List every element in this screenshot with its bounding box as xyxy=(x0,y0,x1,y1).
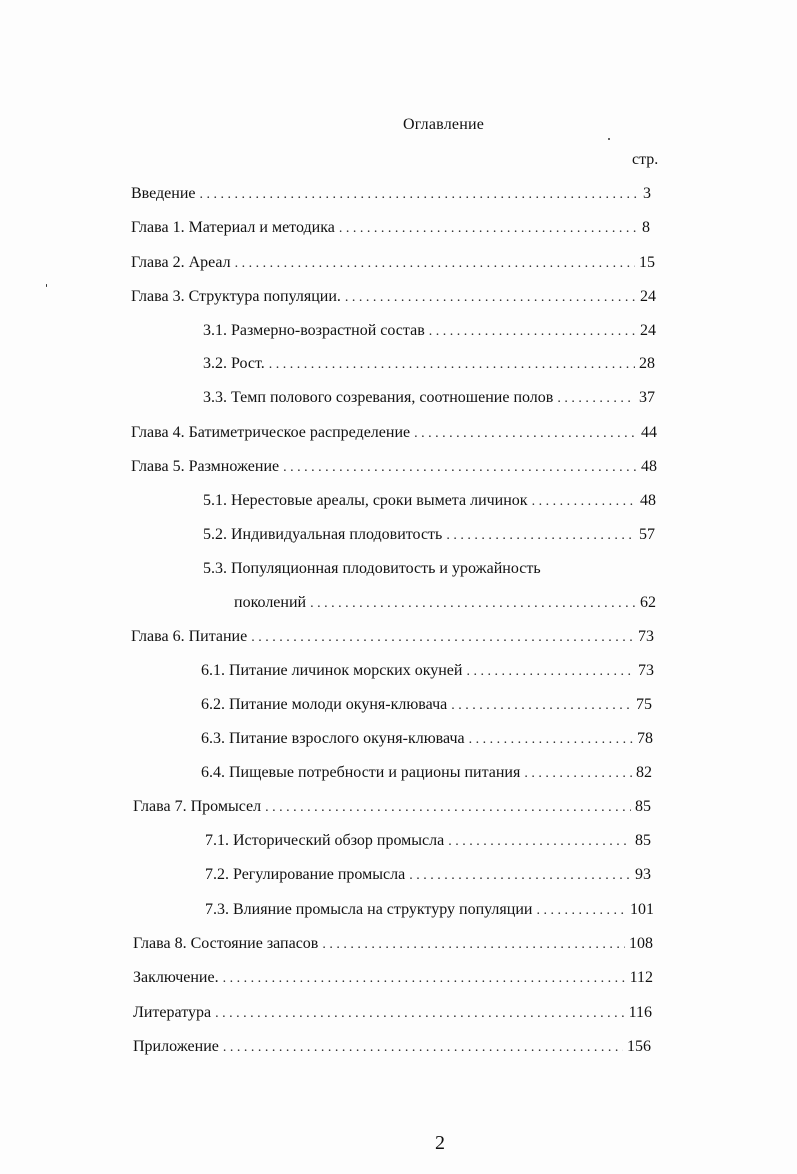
toc-entry-text: Глава 3. Структура популяции. xyxy=(131,288,341,305)
toc-entry-text: 5.2. Индивидуальная плодовитость xyxy=(203,526,443,543)
toc-entry-page: 82 xyxy=(636,764,652,781)
dot-leader xyxy=(215,1002,625,1026)
toc-entry-section-7-3 xyxy=(205,898,654,922)
toc-entry-section-5-3 xyxy=(203,557,655,581)
toc-entry-text: 6.2. Питание молоди окуня-клювача xyxy=(201,696,448,713)
toc-entry-text: 5.1. Нерестовые ареалы, сроки вымета личинок xyxy=(203,492,528,509)
toc-entry-section-6-4 xyxy=(201,761,652,785)
toc-entry-chapter-8 xyxy=(133,932,653,956)
toc-entry-text: Глава 1. Материал и методика xyxy=(131,219,335,236)
toc-entry-page: 24 xyxy=(640,322,656,339)
dot-leader xyxy=(339,217,638,241)
dot-leader xyxy=(322,933,625,957)
toc-entry-chapter-7 xyxy=(133,795,651,819)
toc-entry-page: 24 xyxy=(640,288,656,305)
toc-entry-text: 7.1. Исторический обзор промысла xyxy=(205,832,445,849)
toc-entry-page: 28 xyxy=(639,355,655,372)
toc-entry-text: Глава 2. Ареал xyxy=(131,254,231,271)
dot-leader xyxy=(223,1036,623,1060)
toc-entry-section-7-2 xyxy=(205,863,651,887)
toc-title: Оглавление xyxy=(402,116,485,133)
toc-entry-page: 8 xyxy=(642,219,650,236)
dot-leader xyxy=(345,286,636,310)
pages-column-label: стр. xyxy=(632,151,659,168)
toc-entry-page: 73 xyxy=(638,628,654,645)
toc-entry-text: 5.3. Популяционная плодовитость и урожайность xyxy=(203,560,541,577)
toc-entry-section-5-2 xyxy=(203,523,655,547)
toc-entry-text: 3.1. Размерно-возрастной состав xyxy=(203,322,425,339)
toc-entry-text: Глава 4. Батиметрическое распределение xyxy=(131,424,411,441)
dot-leader xyxy=(251,626,634,650)
toc-entry-section-3-2 xyxy=(203,352,655,376)
dot-leader xyxy=(223,967,626,991)
toc-entry-section-5-3-continued xyxy=(234,591,656,615)
dot-leader xyxy=(469,728,633,752)
toc-entry-page: 37 xyxy=(639,389,655,406)
toc-entry-chapter-2 xyxy=(131,251,655,275)
dot-leader xyxy=(283,456,637,480)
toc-entry-page: 75 xyxy=(636,696,652,713)
toc-entry-section-6-3 xyxy=(201,727,653,751)
toc-entry-text: 6.1. Питание личинок морских окуней xyxy=(201,662,463,679)
toc-entry-text: Глава 5. Размножение xyxy=(131,458,280,475)
toc-entry-page: 48 xyxy=(640,492,656,509)
toc-entry-text: Глава 7. Промысел xyxy=(133,798,262,815)
dot-leader xyxy=(557,387,635,411)
toc-entry-page: 85 xyxy=(635,798,651,815)
dot-leader xyxy=(310,592,636,616)
dot-leader xyxy=(429,320,636,344)
dot-leader xyxy=(451,694,632,718)
toc-entry-section-3-3 xyxy=(203,386,655,410)
toc-entry-chapter-3 xyxy=(131,285,656,309)
toc-entry-text: Введение xyxy=(131,185,196,202)
toc-entry-chapter-1 xyxy=(131,216,650,240)
dot-leader xyxy=(200,183,640,207)
toc-entry-text: 6.4. Пищевые потребности и рационы питания xyxy=(201,764,521,781)
toc-entry-text: Глава 6. Питание xyxy=(131,628,248,645)
toc-entry-page: 78 xyxy=(637,730,653,747)
toc-entry-introduction xyxy=(131,182,651,206)
scan-speck xyxy=(46,284,47,287)
toc-entry-page: 3 xyxy=(643,185,651,202)
dot-leader xyxy=(414,422,637,446)
toc-entry-section-7-1 xyxy=(205,829,651,853)
toc-entry-page: 57 xyxy=(639,526,655,543)
toc-entry-section-5-1 xyxy=(203,489,656,513)
toc-entry-page: 112 xyxy=(629,969,653,986)
toc-entry-page: 73 xyxy=(638,662,654,679)
scan-speck xyxy=(608,138,610,140)
toc-entry-appendix xyxy=(133,1035,651,1059)
toc-entry-page: 108 xyxy=(629,935,653,952)
toc-entry-page: 156 xyxy=(627,1038,651,1055)
toc-entry-text: 3.3. Темп полового созревания, соотношение полов xyxy=(203,389,554,406)
toc-entry-page: 101 xyxy=(630,901,654,918)
toc-entry-page: 15 xyxy=(639,254,655,271)
toc-entry-chapter-6 xyxy=(131,625,654,649)
toc-entry-text: Глава 8. Состояние запасов xyxy=(133,935,319,952)
toc-entry-section-3-1 xyxy=(203,319,656,343)
toc-entry-text: 3.2. Рост. xyxy=(203,355,265,372)
dot-leader xyxy=(265,796,631,820)
dot-leader xyxy=(466,660,634,684)
toc-entry-page: 48 xyxy=(641,458,657,475)
toc-entry-section-6-1 xyxy=(201,659,654,683)
dot-leader xyxy=(269,353,635,377)
toc-entry-section-6-2 xyxy=(201,693,652,717)
toc-entry-text: Заключение. xyxy=(133,969,219,986)
toc-entry-page: 93 xyxy=(635,866,651,883)
dot-leader xyxy=(235,252,635,276)
page-number: 2 xyxy=(435,1132,445,1154)
dot-leader xyxy=(409,864,631,888)
toc-entry-text: 6.3. Питание взрослого окуня-клювача xyxy=(201,730,465,747)
dot-leader xyxy=(446,524,635,548)
toc-entry-text: Литература xyxy=(133,1004,212,1021)
toc-entry-text: поколений xyxy=(234,594,307,611)
toc-entry-conclusion xyxy=(133,966,653,990)
toc-entry-chapter-4 xyxy=(131,421,657,445)
toc-entry-text: 7.2. Регулирование промысла xyxy=(205,866,406,883)
toc-entry-chapter-5 xyxy=(131,455,657,479)
toc-entry-text: Приложение xyxy=(133,1038,219,1055)
toc-entry-literature xyxy=(133,1001,652,1025)
toc-entry-page: 116 xyxy=(628,1004,652,1021)
dot-leader xyxy=(448,830,631,854)
toc-entry-text: 7.3. Влияние промысла на структуру популяции xyxy=(205,901,533,918)
dot-leader xyxy=(524,762,632,786)
dot-leader xyxy=(536,899,626,923)
toc-entry-page: 62 xyxy=(640,594,656,611)
toc-entry-page: 44 xyxy=(641,424,657,441)
dot-leader xyxy=(532,490,636,514)
toc-entry-page: 85 xyxy=(635,832,651,849)
